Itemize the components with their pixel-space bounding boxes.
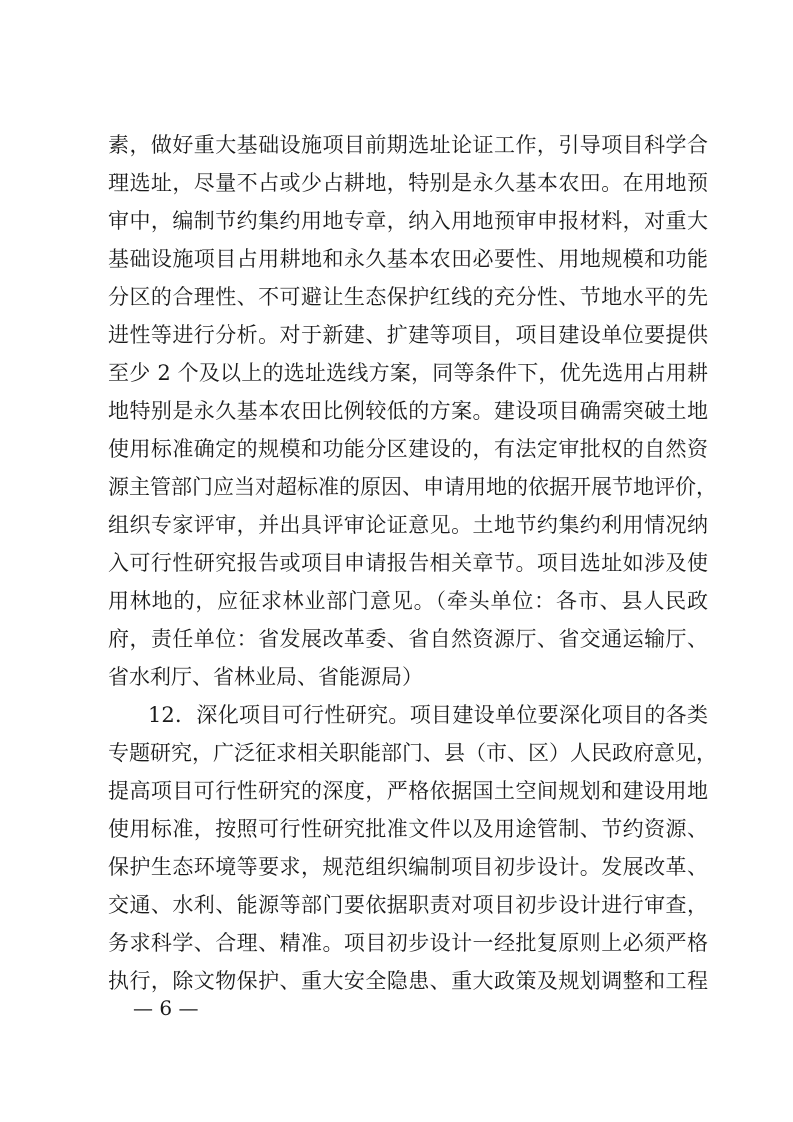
text-line: 12．深化项目可行性研究。项目建设单位要深化项目的各类 — [148, 703, 708, 727]
text-line: 基础设施项目占用耕地和永久基本农田必要性、用地规模和功能 — [108, 247, 708, 271]
text-line: 执行，除文物保护、重大安全隐患、重大政策及规划调整和工程 — [108, 969, 708, 993]
text-line: 保护生态环境等要求，规范组织编制项目初步设计。发展改革、 — [108, 855, 708, 879]
text-line: 地特别是永久基本农田比例较低的方案。建设项目确需突破土地 — [108, 399, 708, 423]
text-line: 审中，编制节约集约用地专章，纳入用地预审申报材料，对重大 — [108, 209, 708, 233]
text-line: 使用标准，按照可行性研究批准文件以及用途管制、节约资源、 — [108, 817, 708, 841]
text-line: 交通、水利、能源等部门要依据职责对项目初步设计进行审查， — [108, 893, 708, 917]
text-line: 务求科学、合理、精准。项目初步设计一经批复原则上必须严格 — [108, 931, 708, 955]
text-line: 提高项目可行性研究的深度，严格依据国土空间规划和建设用地 — [108, 779, 708, 803]
text-line: 省水利厅、省林业局、省能源局） — [108, 665, 423, 689]
text-line: 理选址，尽量不占或少占耕地，特别是永久基本农田。在用地预 — [108, 171, 708, 195]
text-line: 府，责任单位：省发展改革委、省自然资源厅、省交通运输厅、 — [108, 627, 708, 651]
text-line: 至少 2 个及以上的选址选线方案，同等条件下，优先选用占用耕 — [108, 361, 708, 385]
text-line: 分区的合理性、不可避让生态保护红线的充分性、节地水平的先 — [108, 285, 708, 309]
text-line: 专题研究，广泛征求相关职能部门、县（市、区）人民政府意见， — [108, 741, 717, 765]
text-line: 用林地的，应征求林业部门意见。（牵头单位：各市、县人民政 — [108, 589, 708, 613]
text-line: 入可行性研究报告或项目申请报告相关章节。项目选址如涉及使 — [108, 551, 708, 575]
text-line: 进性等进行分析。对于新建、扩建等项目，项目建设单位要提供 — [108, 323, 708, 347]
text-line: 源主管部门应当对超标准的原因、申请用地的依据开展节地评价， — [108, 475, 717, 499]
text-line: 组织专家评审，并出具评审论证意见。土地节约集约利用情况纳 — [108, 513, 708, 537]
page-number: — 6 — — [133, 996, 199, 1020]
text-line: 素，做好重大基础设施项目前期选址论证工作，引导项目科学合 — [108, 133, 708, 157]
body-text — [108, 126, 717, 1000]
text-line: 使用标准确定的规模和功能分区建设的，有法定审批权的自然资 — [108, 437, 708, 461]
